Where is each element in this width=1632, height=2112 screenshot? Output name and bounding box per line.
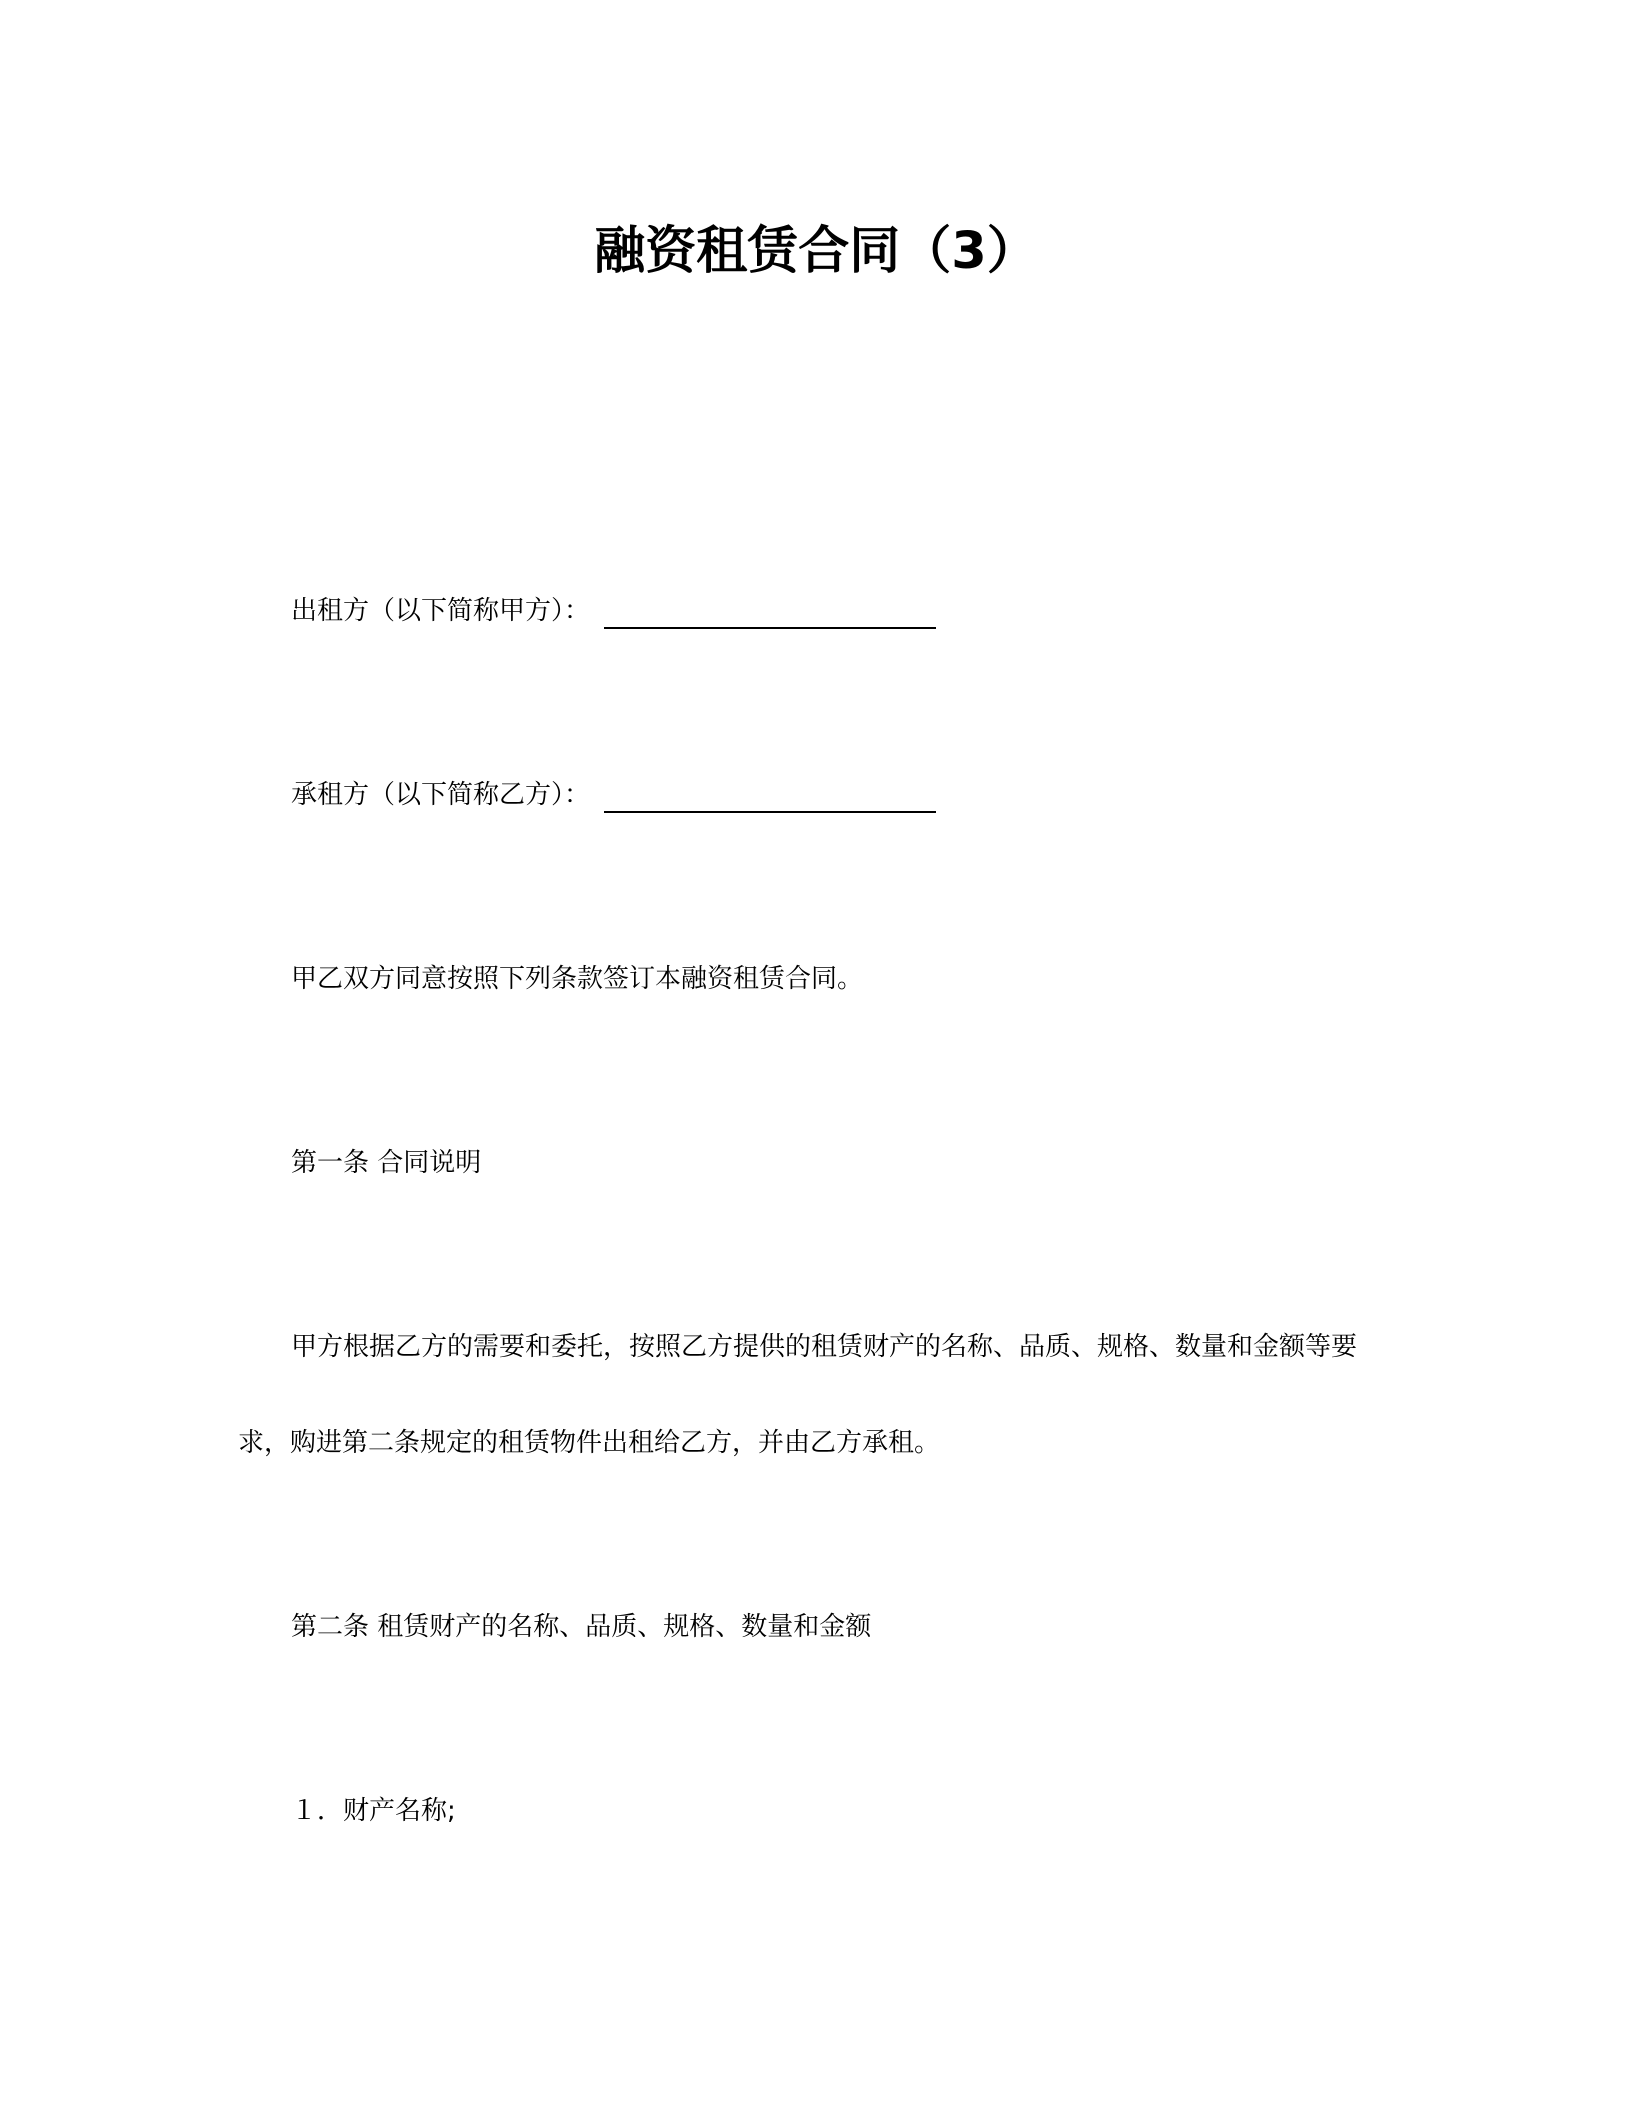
- item1-property-name: １．财产名称;: [291, 1796, 456, 1826]
- lessee-label: 承租方（以下简称乙方）：: [291, 780, 591, 810]
- lessee-blank-line: [604, 781, 936, 813]
- lessor-label: 出租方（以下简称甲方）：: [291, 596, 591, 626]
- lessor-blank-line: [604, 597, 936, 629]
- lessor-field: [291, 593, 936, 629]
- article1-text-line2: 求，购进第二条规定的租赁物件出租给乙方，并由乙方承租。: [238, 1428, 941, 1458]
- document-title: 融资租赁合同（3）: [594, 222, 1038, 281]
- article2-heading: 第二条 租赁财产的名称、品质、规格、数量和金额: [291, 1612, 872, 1642]
- article1-text-line1: 甲方根据乙方的需要和委托，按照乙方提供的租赁财产的名称、品质、规格、数量和金额等要: [291, 1332, 1358, 1362]
- intro-paragraph: 甲乙双方同意按照下列条款签订本融资租赁合同。: [291, 964, 864, 994]
- lessee-field: [291, 777, 936, 813]
- article1-heading: 第一条 合同说明: [291, 1148, 482, 1178]
